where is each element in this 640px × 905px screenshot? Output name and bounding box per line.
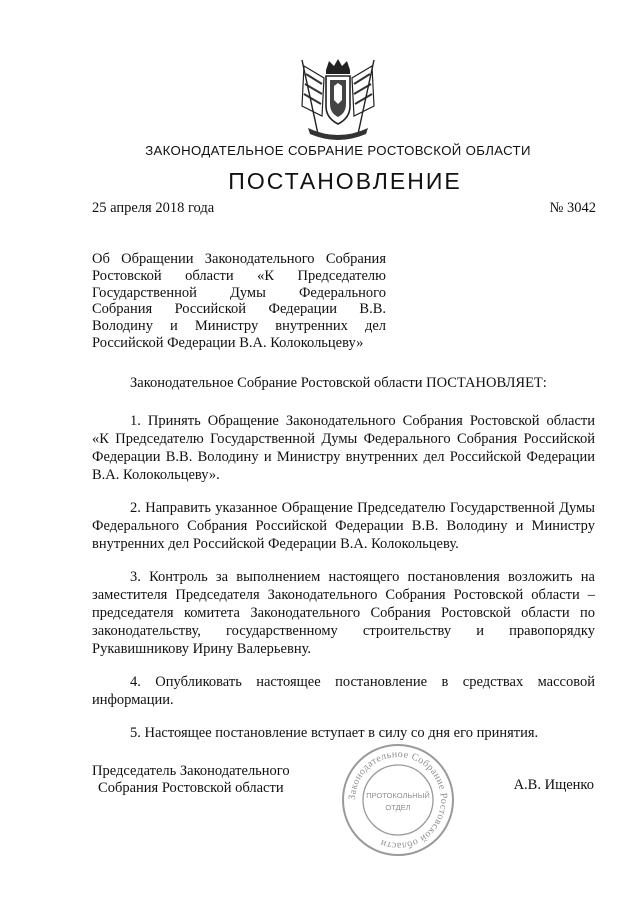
signatory-title xyxy=(92,763,290,796)
stamp-center-line-2: ОТДЕЛ xyxy=(385,803,411,812)
official-stamp xyxy=(340,742,456,858)
signatory-title-line-1: Председатель Законодательного xyxy=(92,763,290,779)
document-subject: Об Обращении Законодательного Собрания Ростовской области «К Председателю Государственной Думы Федерального Собрания Российской Федерации В.В. Володину и Министру внутренних дел Российской Федерации В.А. Колокольцеву» xyxy=(92,251,386,351)
resolution-item-2: 2. Направить указанное Обращение Председателю Государственной Думы Федерального Собрания Российской Федерации В.В. Володину и Министру внутренних дел Российской Федерации В.А. Колокольцеву. xyxy=(92,500,595,552)
signatory-name: А.В. Ищенко xyxy=(513,777,594,793)
resolution-item-3: 3. Контроль за выполнением настоящего постановления возложить на заместителя Председателя Законодательного Собрания Ростовской области – председателя комитета Законодательного Собрания Ростовской области по законодательству, государственному строительству и правопорядку Рукавишникову Ирину Валерьевну. xyxy=(92,569,595,657)
document-number: № 3042 xyxy=(549,200,596,216)
signatory-title-line-2: Собрания Ростовской области xyxy=(98,779,284,796)
resolution-body xyxy=(92,412,595,757)
document-date: 25 апреля 2018 года xyxy=(92,200,215,216)
resolution-item-1: 1. Принять Обращение Законодательного Собрания Ростовской области «К Председателю Государственной Думы Федерального Собрания Российской Федерации В.В. Володину и Министру внутренних дел Российской Федерации В.А. Колокольцеву». xyxy=(92,413,595,483)
coat-of-arms-icon xyxy=(296,56,380,142)
preamble: Законодательное Собрание Ростовской области ПОСТАНОВЛЯЕТ: xyxy=(130,375,547,391)
resolution-item-4: 4. Опубликовать настоящее постановление в средствах массовой информации. xyxy=(92,674,595,708)
stamp-ring-text: Законодательное Собрание Ростовской области xyxy=(346,748,450,852)
document-type-title: ПОСТАНОВЛЕНИЕ xyxy=(228,168,462,194)
resolution-item-5: 5. Настоящее постановление вступает в силу со дня его принятия. xyxy=(130,725,539,741)
stamp-center-line-1: ПРОТОКОЛЬНЫЙ xyxy=(366,791,430,800)
organization-name: ЗАКОНОДАТЕЛЬНОЕ СОБРАНИЕ РОСТОВСКОЙ ОБЛАСТИ xyxy=(145,143,531,158)
